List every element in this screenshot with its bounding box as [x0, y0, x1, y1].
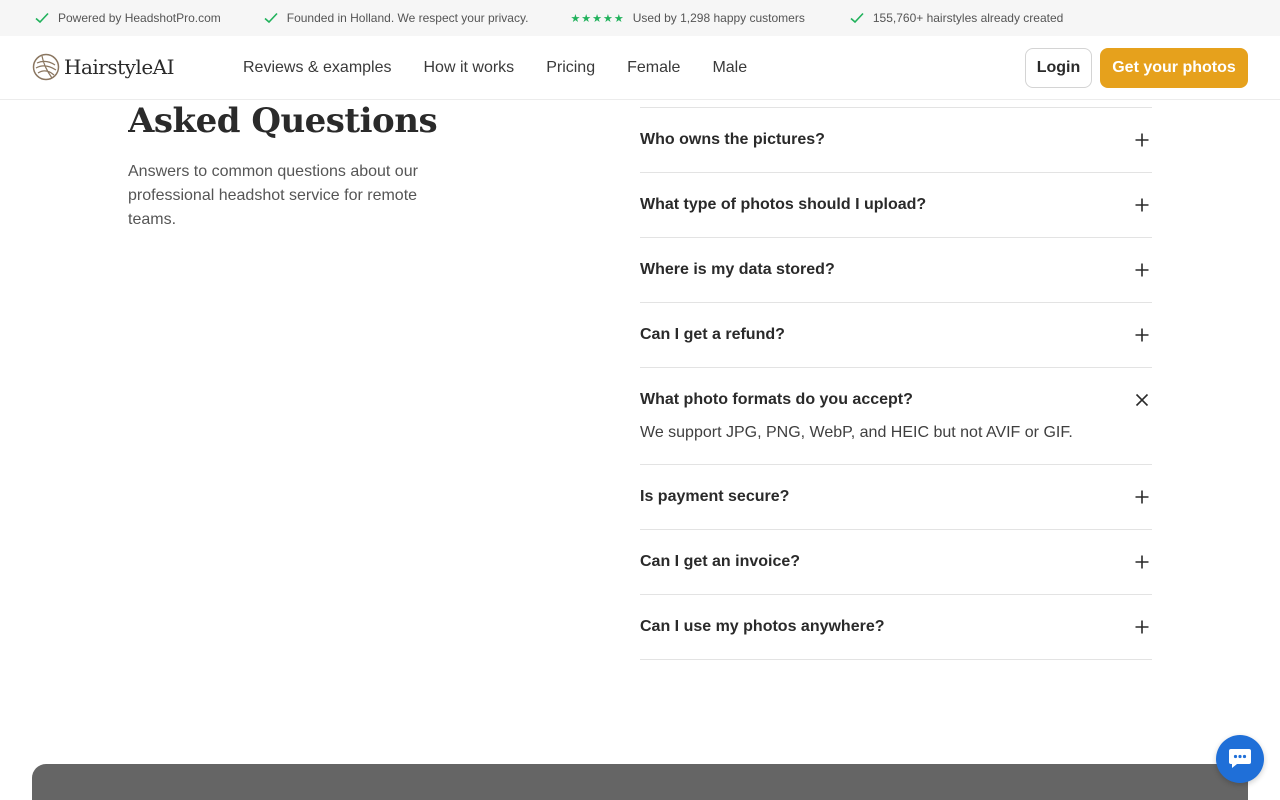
faq-question: What type of photos should I upload? [640, 196, 927, 213]
faq-question-toggle[interactable] [640, 368, 1152, 432]
faq-item [640, 530, 1152, 595]
faq-item-open [640, 368, 1152, 465]
plus-icon[interactable] [1134, 489, 1150, 505]
faq-question-toggle[interactable] [640, 530, 1152, 594]
check-icon [263, 10, 279, 26]
logo[interactable] [32, 53, 174, 81]
plus-icon[interactable] [1134, 619, 1150, 635]
trust-item-hairstyles [849, 10, 1063, 26]
trust-item-customers [570, 11, 804, 25]
plus-icon[interactable] [1134, 262, 1150, 278]
faq-question-toggle[interactable] [640, 595, 1152, 659]
nav-link-reviews[interactable]: Reviews & examples [243, 59, 392, 76]
faq-question-toggle[interactable] [640, 238, 1152, 302]
trust-item-label: Used by 1,298 happy customers [632, 11, 805, 25]
faq-item [640, 173, 1152, 238]
nav-link-pricing[interactable]: Pricing [546, 59, 596, 76]
faq-question-toggle[interactable] [640, 108, 1152, 172]
faq-question: What photo formats do you accept? [640, 391, 913, 408]
faq-question: Can I get a refund? [640, 326, 785, 343]
plus-icon[interactable] [1134, 197, 1150, 213]
faq-list [640, 107, 1152, 660]
chat-icon [1227, 747, 1253, 771]
faq-item [640, 465, 1152, 530]
login-button[interactable]: Login [1025, 48, 1092, 88]
plus-icon[interactable] [1134, 132, 1150, 148]
nav-link-female[interactable]: Female [627, 59, 681, 76]
faq-item [640, 108, 1152, 173]
trust-item-label: 155,760+ hairstyles already created [872, 11, 1064, 25]
trust-item-label: Powered by HeadshotPro.com [58, 11, 221, 25]
trust-bar [0, 0, 1280, 36]
faq-question-toggle[interactable] [640, 173, 1152, 237]
logo-text: HairstyleAI [64, 55, 174, 79]
faq-question: Where is my data stored? [640, 261, 835, 278]
nav-links [243, 36, 779, 100]
trust-item-powered [34, 10, 221, 26]
stars-icon: ★★★★★ [570, 12, 625, 25]
faq-answer: We support JPG, PNG, WebP, and HEIC but not AVIF or GIF. [640, 424, 1073, 441]
main-nav [0, 36, 1280, 100]
faq-question: Can I use my photos anywhere? [640, 618, 885, 635]
plus-icon[interactable] [1134, 327, 1150, 343]
faq-item [640, 238, 1152, 303]
check-icon [34, 10, 50, 26]
faq-question: Can I get an invoice? [640, 553, 801, 570]
close-icon[interactable] [1134, 392, 1150, 408]
faq-question: Is payment secure? [640, 488, 790, 505]
logo-icon [32, 53, 60, 81]
chat-button[interactable] [1216, 735, 1264, 783]
faq-question-toggle[interactable] [640, 303, 1152, 367]
get-photos-button[interactable]: Get your photos [1100, 48, 1248, 88]
nav-link-how-it-works[interactable]: How it works [423, 59, 515, 76]
faq-question-toggle[interactable] [640, 465, 1152, 529]
faq-heading-text: Asked Questions [128, 101, 438, 141]
faq-heading [128, 100, 488, 146]
trust-item-founded [263, 10, 529, 26]
faq-question: Who owns the pictures? [640, 131, 825, 148]
footer-panel [32, 764, 1248, 800]
plus-icon[interactable] [1134, 554, 1150, 570]
faq-item [640, 303, 1152, 368]
trust-item-label: Founded in Holland. We respect your privacy. [286, 11, 529, 25]
check-icon [849, 10, 865, 26]
faq-subtext: Answers to common questions about our professional headshot service for remote teams. [128, 163, 418, 228]
nav-link-male[interactable]: Male [712, 59, 748, 76]
faq-item [640, 595, 1152, 660]
